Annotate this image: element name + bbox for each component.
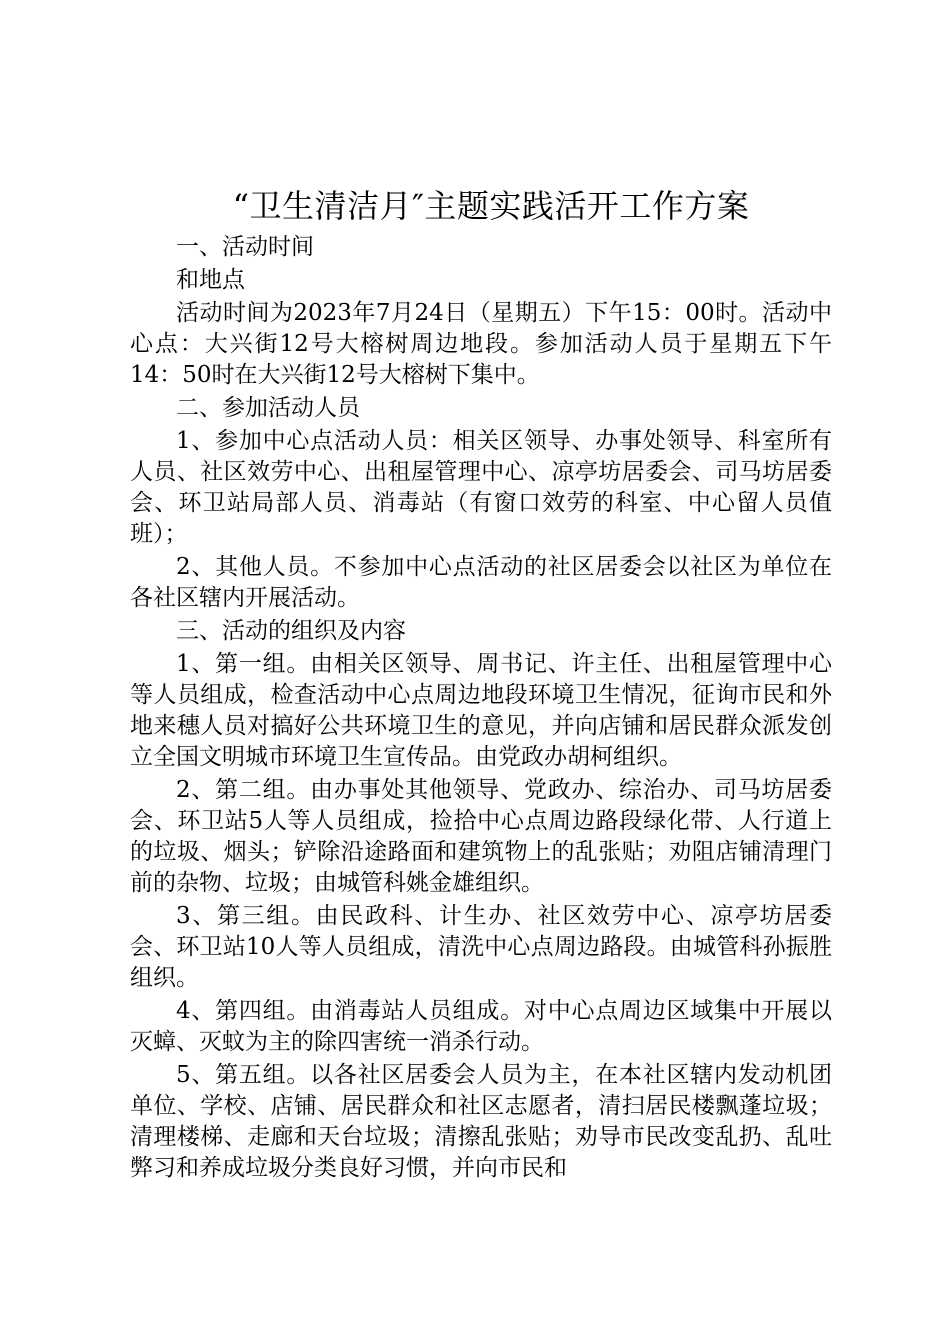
paragraph-time-place: 活动时间为2023年7月24日（星期五）下午15：00时。活动中心点：大兴街12号大榕树周边地段。参加活动人员于星期五下午14：50时在大兴街12号大榕树下集中。 — [130, 300, 832, 388]
paragraph-group-3: 3、第三组。由民政科、计生办、社区效劳中心、凉亭坊居委会、环卫站10人等人员组成，清洗中心点周边路段。由城管科孙振胜组织。 — [130, 903, 832, 991]
paragraph-group-2: 2、第二组。由办事处其他领导、党政办、综治办、司马坊居委会、环卫站5人等人员组成，捡拾中心点周边路段绿化带、人行道上的垃圾、烟头；铲除沿途路面和建筑物上的乱张贴；劝阻店铺清理门前的杂物、垃圾；由城管科姚金雄组织。 — [130, 777, 832, 896]
section-heading-organization: 三、活动的组织及内容 — [176, 618, 406, 644]
paragraph-group-1: 1、第一组。由相关区领导、周书记、许主任、出租屋管理中心等人员组成，检查活动中心点周边地段环境卫生情况，征询市民和外地来穗人员对搞好公共环境卫生的意见，并向店铺和居民群众派发创立全国文明城市环境卫生宣传品。由党政办胡柯组织。 — [130, 651, 832, 770]
paragraph-group-5: 5、第五组。以各社区居委会人员为主，在本社区辖内发动机团单位、学校、店铺、居民群众和社区志愿者，清扫居民楼飘蓬垃圾；清理楼梯、走廊和天台垃圾；清擦乱张贴；劝导市民改变乱扔、乱吐弊习和养成垃圾分类良好习惯，并向市民和 — [130, 1062, 832, 1181]
document-page — [130, 180, 832, 1186]
document-title: “卫生清洁月″主题实践活开工作方案 — [232, 187, 750, 225]
section-heading-participants: 二、参加活动人员 — [176, 395, 360, 421]
section-heading-time: 一、活动时间 — [176, 234, 314, 260]
section-heading-place: 和地点 — [176, 267, 245, 293]
paragraph-participants-center: 1、参加中心点活动人员：相关区领导、办事处领导、科室所有人员、社区效劳中心、出租屋管理中心、凉亭坊居委会、司马坊居委会、环卫站局部人员、消毒站（有窗口效劳的科室、中心留人员值班）； — [130, 428, 832, 547]
paragraph-group-4: 4、第四组。由消毒站人员组成。对中心点周边区域集中开展以灭蟑、灭蚊为主的除四害统一消杀行动。 — [130, 998, 832, 1055]
paragraph-participants-other: 2、其他人员。不参加中心点活动的社区居委会以社区为单位在各社区辖内开展活动。 — [130, 554, 832, 611]
